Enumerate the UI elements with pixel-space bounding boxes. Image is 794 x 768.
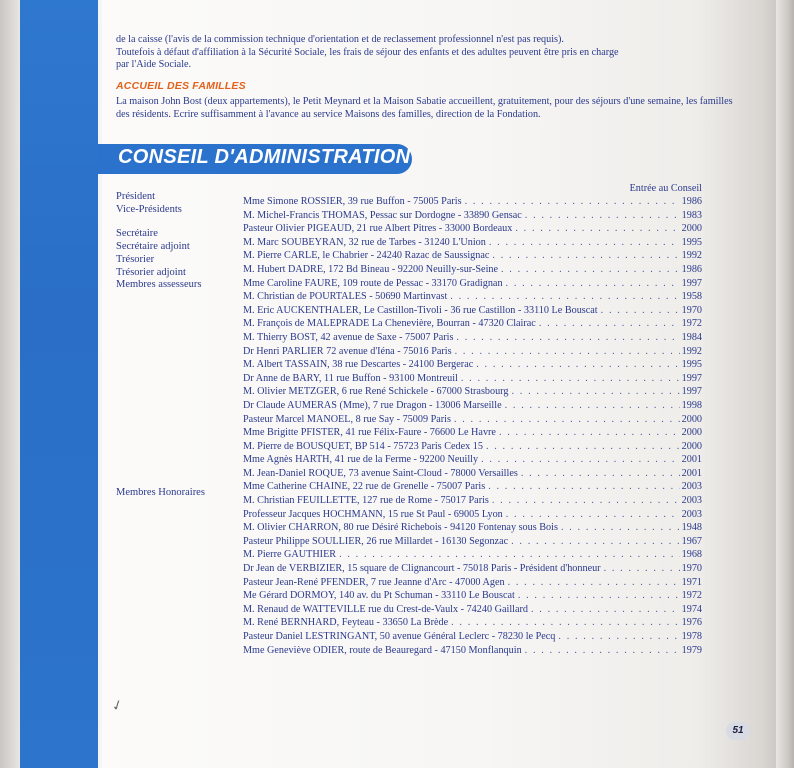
member-year: 1972	[681, 590, 702, 602]
member-name: M. Olivier CHARRON, 80 rue Désiré Richebois - 94120 Fontenay sous Bois	[243, 522, 558, 534]
leader-dots	[511, 535, 680, 549]
role-label: Membres Honoraires	[116, 487, 205, 498]
member-row	[243, 195, 702, 209]
member-row	[243, 331, 702, 345]
pencil-mark: ✓	[109, 697, 126, 716]
member-name: Professeur Jacques HOCHMANN, 15 rue St Paul - 69005 Lyon	[243, 508, 503, 520]
page-fold-shadow	[776, 0, 794, 768]
leader-dots	[455, 345, 680, 359]
leader-dots	[488, 480, 679, 494]
member-row	[243, 535, 702, 549]
band-edge	[98, 0, 102, 768]
member-row	[243, 399, 702, 413]
leader-dots	[558, 630, 679, 644]
member-year: 1998	[681, 399, 702, 411]
member-row	[243, 290, 702, 304]
member-row	[243, 426, 702, 440]
leader-dots	[518, 589, 680, 603]
leader-dots	[456, 331, 679, 345]
member-row	[243, 467, 702, 481]
leader-dots	[506, 508, 680, 522]
member-year: 2001	[681, 467, 702, 479]
role-label: Secrétaire adjoint	[116, 241, 190, 252]
member-name: Mme Geneviève ODIER, route de Beauregard - 47150 Monflanquin	[243, 644, 522, 656]
member-name: Mme Catherine CHAINE, 22 rue de Grenelle - 75007 Paris	[243, 481, 486, 493]
member-row	[243, 263, 702, 277]
member-name: Pasteur Marcel MANOEL, 8 rue Say - 75009 Paris	[243, 413, 451, 425]
member-row	[243, 209, 702, 223]
role-label: Président	[116, 191, 156, 202]
member-name: M. François de MALEPRADE La Chenevière, Bourran - 47320 Clairac	[243, 318, 536, 330]
intro-line: par l'Aide Sociale.	[116, 59, 192, 71]
role-label: Vice-Présidents	[116, 204, 182, 215]
member-row	[243, 521, 702, 535]
member-name: M. René BERNHARD, Feyteau - 33650 La Brède	[243, 617, 449, 629]
member-year: 1967	[681, 535, 702, 547]
member-year: 2000	[681, 223, 702, 235]
member-year: 1974	[681, 603, 702, 615]
member-row	[243, 440, 702, 454]
member-row	[243, 317, 702, 331]
member-row	[243, 249, 702, 263]
leader-dots	[339, 548, 680, 562]
member-year: 1992	[681, 345, 702, 357]
leader-dots	[505, 399, 680, 413]
member-name: Mme Caroline FAURE, 109 route de Pessac - 33170 Gradignan	[243, 277, 503, 289]
accueil-text: La maison John Bost (deux appartements), le Petit Meynard et la Maison Sabatie accueillent, gratuitement, pour des séjours d'une semaine, les familles des résidents. Ecrire suffisamment à l'avance au service Maisons des familles, direction de la Fondation.	[116, 96, 733, 120]
leader-dots	[512, 385, 680, 399]
member-row	[243, 413, 702, 427]
leader-dots	[450, 290, 679, 304]
member-row	[243, 589, 702, 603]
member-year: 1986	[681, 263, 702, 275]
leader-dots	[539, 317, 680, 331]
leader-dots	[465, 195, 680, 209]
section-heading: CONSEIL D'ADMINISTRATION	[118, 146, 411, 168]
member-name: Dr Anne de BARY, 11 rue Buffon - 93100 Montreuil	[243, 372, 458, 384]
member-year: 2000	[681, 427, 702, 439]
column-header: Entrée au Conseil	[629, 183, 702, 194]
leader-dots	[489, 236, 680, 250]
member-year: 1992	[681, 250, 702, 262]
leader-dots	[508, 576, 680, 590]
member-row	[243, 548, 702, 562]
member-name: Mme Simone ROSSIER, 39 rue Buffon - 75005 Paris	[243, 196, 462, 207]
member-year: 2003	[681, 481, 702, 493]
leader-dots	[486, 440, 680, 454]
member-name: M. Pierre GAUTHIER	[243, 549, 337, 561]
member-year: 2000	[681, 440, 702, 452]
member-name: M. Christian de POURTALES - 50690 Martinvast	[243, 291, 448, 303]
member-year: 1997	[681, 386, 702, 398]
member-row	[243, 345, 702, 359]
member-year: 1971	[681, 576, 702, 588]
member-year: 1958	[681, 291, 702, 303]
leader-dots	[506, 277, 680, 291]
leader-dots	[525, 209, 680, 223]
member-year: 2003	[681, 495, 702, 507]
member-name: M. Christian FEUILLETTE, 127 rue de Rome - 75017 Paris	[243, 495, 489, 507]
member-name: M. Thierry BOST, 42 avenue de Saxe - 75007 Paris	[243, 331, 454, 343]
leader-dots	[601, 304, 680, 318]
leader-dots	[454, 413, 680, 427]
leader-dots	[604, 562, 680, 576]
member-name: M. Eric AUCKENTHALER, Le Castillon-Tivoli - 36 rue Castillon - 33110 Le Bouscat	[243, 304, 598, 316]
member-year: 1983	[681, 209, 702, 221]
member-year: 2003	[681, 508, 702, 520]
page-number: 51	[726, 722, 750, 740]
member-row	[243, 644, 702, 658]
member-row	[243, 494, 702, 508]
role-label: Secrétaire	[116, 228, 158, 239]
member-year: 1997	[681, 372, 702, 384]
intro-line: de la caisse (l'avis de la commission technique d'orientation et de reclassement professionnel n'est pas requis).	[116, 34, 564, 45]
leader-dots	[531, 603, 680, 617]
member-row	[243, 385, 702, 399]
member-row	[243, 236, 702, 250]
member-name: Pasteur Jean-René PFENDER, 7 rue Jeanne d'Arc - 47000 Agen	[243, 576, 505, 588]
binding-edge	[0, 0, 20, 768]
member-year: 2001	[681, 454, 702, 466]
leader-dots	[515, 222, 679, 236]
leader-dots	[492, 249, 679, 263]
leader-dots	[525, 644, 680, 658]
member-row	[243, 508, 702, 522]
role-label: Trésorier	[116, 254, 155, 265]
leader-dots	[521, 467, 680, 481]
member-row	[243, 576, 702, 590]
member-row	[243, 358, 702, 372]
intro-paragraph	[116, 34, 736, 72]
leader-dots	[481, 453, 680, 467]
member-name: Dr Jean de VERBIZIER, 15 square de Clignancourt - 75018 Paris - Président d'honneur	[243, 563, 601, 575]
member-year: 1979	[681, 644, 702, 656]
member-name: M. Hubert DADRE, 172 Bd Bineau - 92200 Neuilly-sur-Seine	[243, 263, 499, 275]
member-row	[243, 304, 702, 318]
member-name: M. Renaud de WATTEVILLE rue du Crest-de-Vaulx - 74240 Gaillard	[243, 603, 528, 615]
member-name: Pasteur Daniel LESTRINGANT, 50 avenue Général Leclerc - 78230 le Pecq	[243, 631, 556, 642]
member-name: M. Olivier METZGER, 6 rue René Schickele - 67000 Strasbourg	[243, 386, 509, 398]
member-name: Dr Henri PARLIER 72 avenue d'Iéna - 75016 Paris	[243, 345, 452, 357]
member-year: 1972	[681, 318, 702, 330]
member-row	[243, 222, 702, 236]
members-list	[243, 195, 702, 657]
role-label: Membres assesseurs	[116, 279, 202, 290]
member-year: 1976	[681, 617, 702, 629]
leader-dots	[501, 263, 680, 277]
leader-dots	[492, 494, 680, 508]
member-name: M. Marc SOUBEYRAN, 32 rue de Tarbes - 31240 L'Union	[243, 236, 486, 248]
member-name: M. Pierre de BOUSQUET, BP 514 - 75723 Paris Cedex 15	[243, 440, 483, 452]
leader-dots	[476, 358, 679, 372]
member-year: 1995	[681, 236, 702, 248]
member-name: Me Gérard DORMOY, 140 av. du Pt Schuman - 33110 Le Bouscat	[243, 590, 515, 602]
member-year: 1970	[681, 304, 702, 316]
member-name: M. Michel-Francis THOMAS, Pessac sur Dordogne - 33890 Gensac	[243, 209, 522, 221]
member-row	[243, 562, 702, 576]
member-name: Pasteur Olivier PIGEAUD, 21 rue Albert Pitres - 33000 Bordeaux	[243, 223, 513, 235]
leader-dots	[461, 372, 680, 386]
member-name: M. Jean-Daniel ROQUE, 73 avenue Saint-Cloud - 78000 Versailles	[243, 467, 518, 479]
leader-dots	[451, 616, 679, 630]
member-row	[243, 480, 702, 494]
role-label: Trésorier adjoint	[116, 267, 186, 278]
member-year: 1968	[681, 549, 702, 561]
member-row	[243, 372, 702, 386]
member-name: M. Pierre CARLE, le Chabrier - 24240 Razac de Saussignac	[243, 250, 490, 262]
member-name: M. Albert TASSAIN, 38 rue Descartes - 24100 Bergerac	[243, 359, 474, 371]
member-row	[243, 453, 702, 467]
leader-dots	[499, 426, 680, 440]
leader-dots	[561, 521, 680, 535]
member-year: 1986	[681, 196, 702, 207]
member-row	[243, 603, 702, 617]
member-name: Dr Claude AUMERAS (Mme), 7 rue Dragon - 13006 Marseille	[243, 399, 502, 411]
member-year: 1995	[681, 359, 702, 371]
member-year: 1970	[681, 563, 702, 575]
accueil-title: ACCUEIL DES FAMILLES	[116, 80, 246, 92]
member-row	[243, 616, 702, 630]
member-year: 1997	[681, 277, 702, 289]
member-row	[243, 277, 702, 291]
member-year: 2000	[681, 413, 702, 425]
intro-line: Toutefois à défaut d'affiliation à la Sécurité Sociale, les frais de séjour des enfants et des adultes peuvent être pris en charge	[116, 46, 619, 58]
member-name: Pasteur Philippe SOULLIER, 26 rue Millardet - 16130 Segonzac	[243, 535, 509, 547]
member-year: 1948	[681, 522, 702, 534]
member-year: 1984	[681, 331, 702, 343]
member-year: 1978	[681, 631, 702, 642]
member-row	[243, 630, 702, 644]
member-name: Mme Brigitte PFISTER, 41 rue Félix-Faure - 76600 Le Havre	[243, 427, 496, 439]
member-name: Mme Agnès HARTH, 41 rue de la Ferme - 92200 Neuilly	[243, 454, 479, 466]
